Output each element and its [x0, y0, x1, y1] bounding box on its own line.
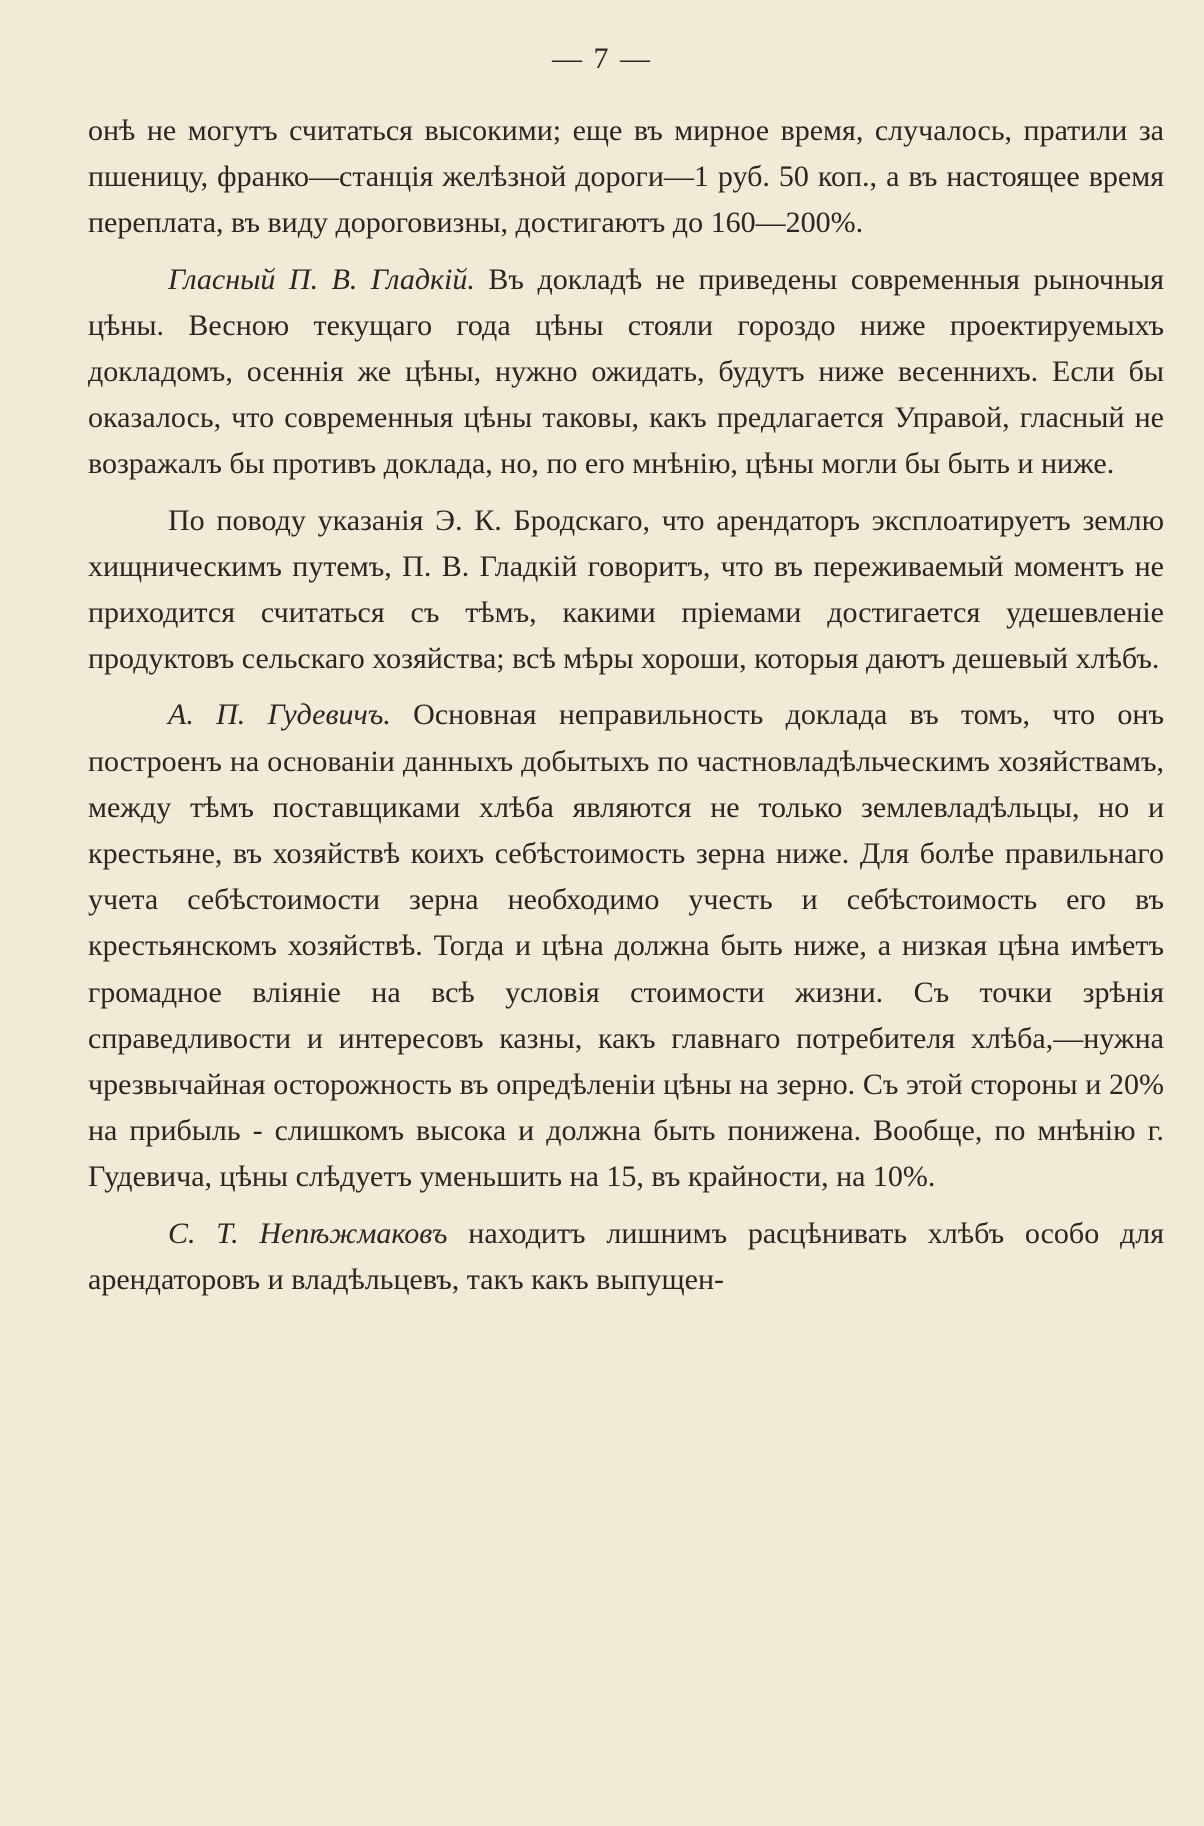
- page-number: — 7 —: [552, 42, 652, 75]
- paragraph-text: находитъ лишнимъ расцѣнивать хлѣбъ особо для арендаторовъ и владѣльцевъ, такъ какъ выпущен-: [88, 1216, 1165, 1296]
- paragraph-text: Основная неправильность доклада въ томъ, что онъ построенъ на основаніи данныхъ добытыхъ по частновладѣльческимъ хозяйствамъ, между тѣмъ поставщиками хлѣба являются не только землевладѣльцы, но и крестьяне, въ хозяйствѣ коихъ себѣстоимость зерна ниже. Для болѣе правильнаго учета себѣстоимости зерна необходимо учесть и себѣстоимость его въ крестьянскомъ хозяйствѣ. Тогда и цѣна должна быть ниже, а низкая цѣна имѣетъ громадное вліяніе на всѣ условія стоимости жизни. Съ точки зрѣнія справедливости и интересовъ казны, какъ главнаго потребителя хлѣба,—нужна чрезвычайная осторожность въ опредѣленіи цѣны на зерно. Съ этой стороны и 20% на прибыль - слишкомъ высока и должна быть понижена. Вообще, по мнѣнію г. Гудевича, цѣны слѣдуетъ уменьшить на 15, въ крайности, на 10%.: [88, 698, 1164, 1194]
- paragraph-gladkiy: [88, 257, 1164, 488]
- speaker-name: Гласный П. В. Гладкій.: [168, 262, 475, 296]
- paragraph-nepezhmakov: [88, 1211, 1164, 1303]
- paragraph-brodskiy-reply: [88, 498, 1164, 683]
- speaker-name: А. П. Гудевичъ.: [168, 698, 391, 732]
- speaker-name: С. Т. Непѣжмаковъ: [168, 1216, 448, 1250]
- paragraph-text: Въ докладѣ не приведены современныя рыночныя цѣны. Весною текущаго года цѣны стояли гороздо ниже проектируемыхъ докладомъ, осеннія же цѣны, нужно ожидать, будутъ ниже весеннихъ. Если бы оказалось, что современныя цѣны таковы, какъ предлагается Управой, гласный не возражалъ бы противъ доклада, но, по его мнѣнію, цѣны могли бы быть и ниже.: [88, 262, 1165, 481]
- paragraph-text: онѣ не могутъ считаться высокими; еще въ мирное время, случалось, пратили за пшеницу, франко—станція желѣзной дороги—1 руб. 50 коп., а въ настоящее время переплата, въ виду дороговизны, достигаютъ до 160—200%.: [88, 114, 1164, 240]
- paragraph-continuation: [88, 108, 1164, 247]
- paragraph-text: По поводу указанія Э. К. Бродскаго, что арендаторъ эксплоатируетъ землю хищническимъ путемъ, П. В. Гладкій говоритъ, что въ переживаемый моментъ не приходится считаться съ тѣмъ, какими пріемами достигается удешевленіе продуктовъ сельскаго хозяйства; всѣ мѣры хороши, которыя даютъ дешевый хлѣбъ.: [88, 503, 1164, 676]
- page-body: [88, 108, 1164, 1313]
- paragraph-gudevich: [88, 692, 1164, 1200]
